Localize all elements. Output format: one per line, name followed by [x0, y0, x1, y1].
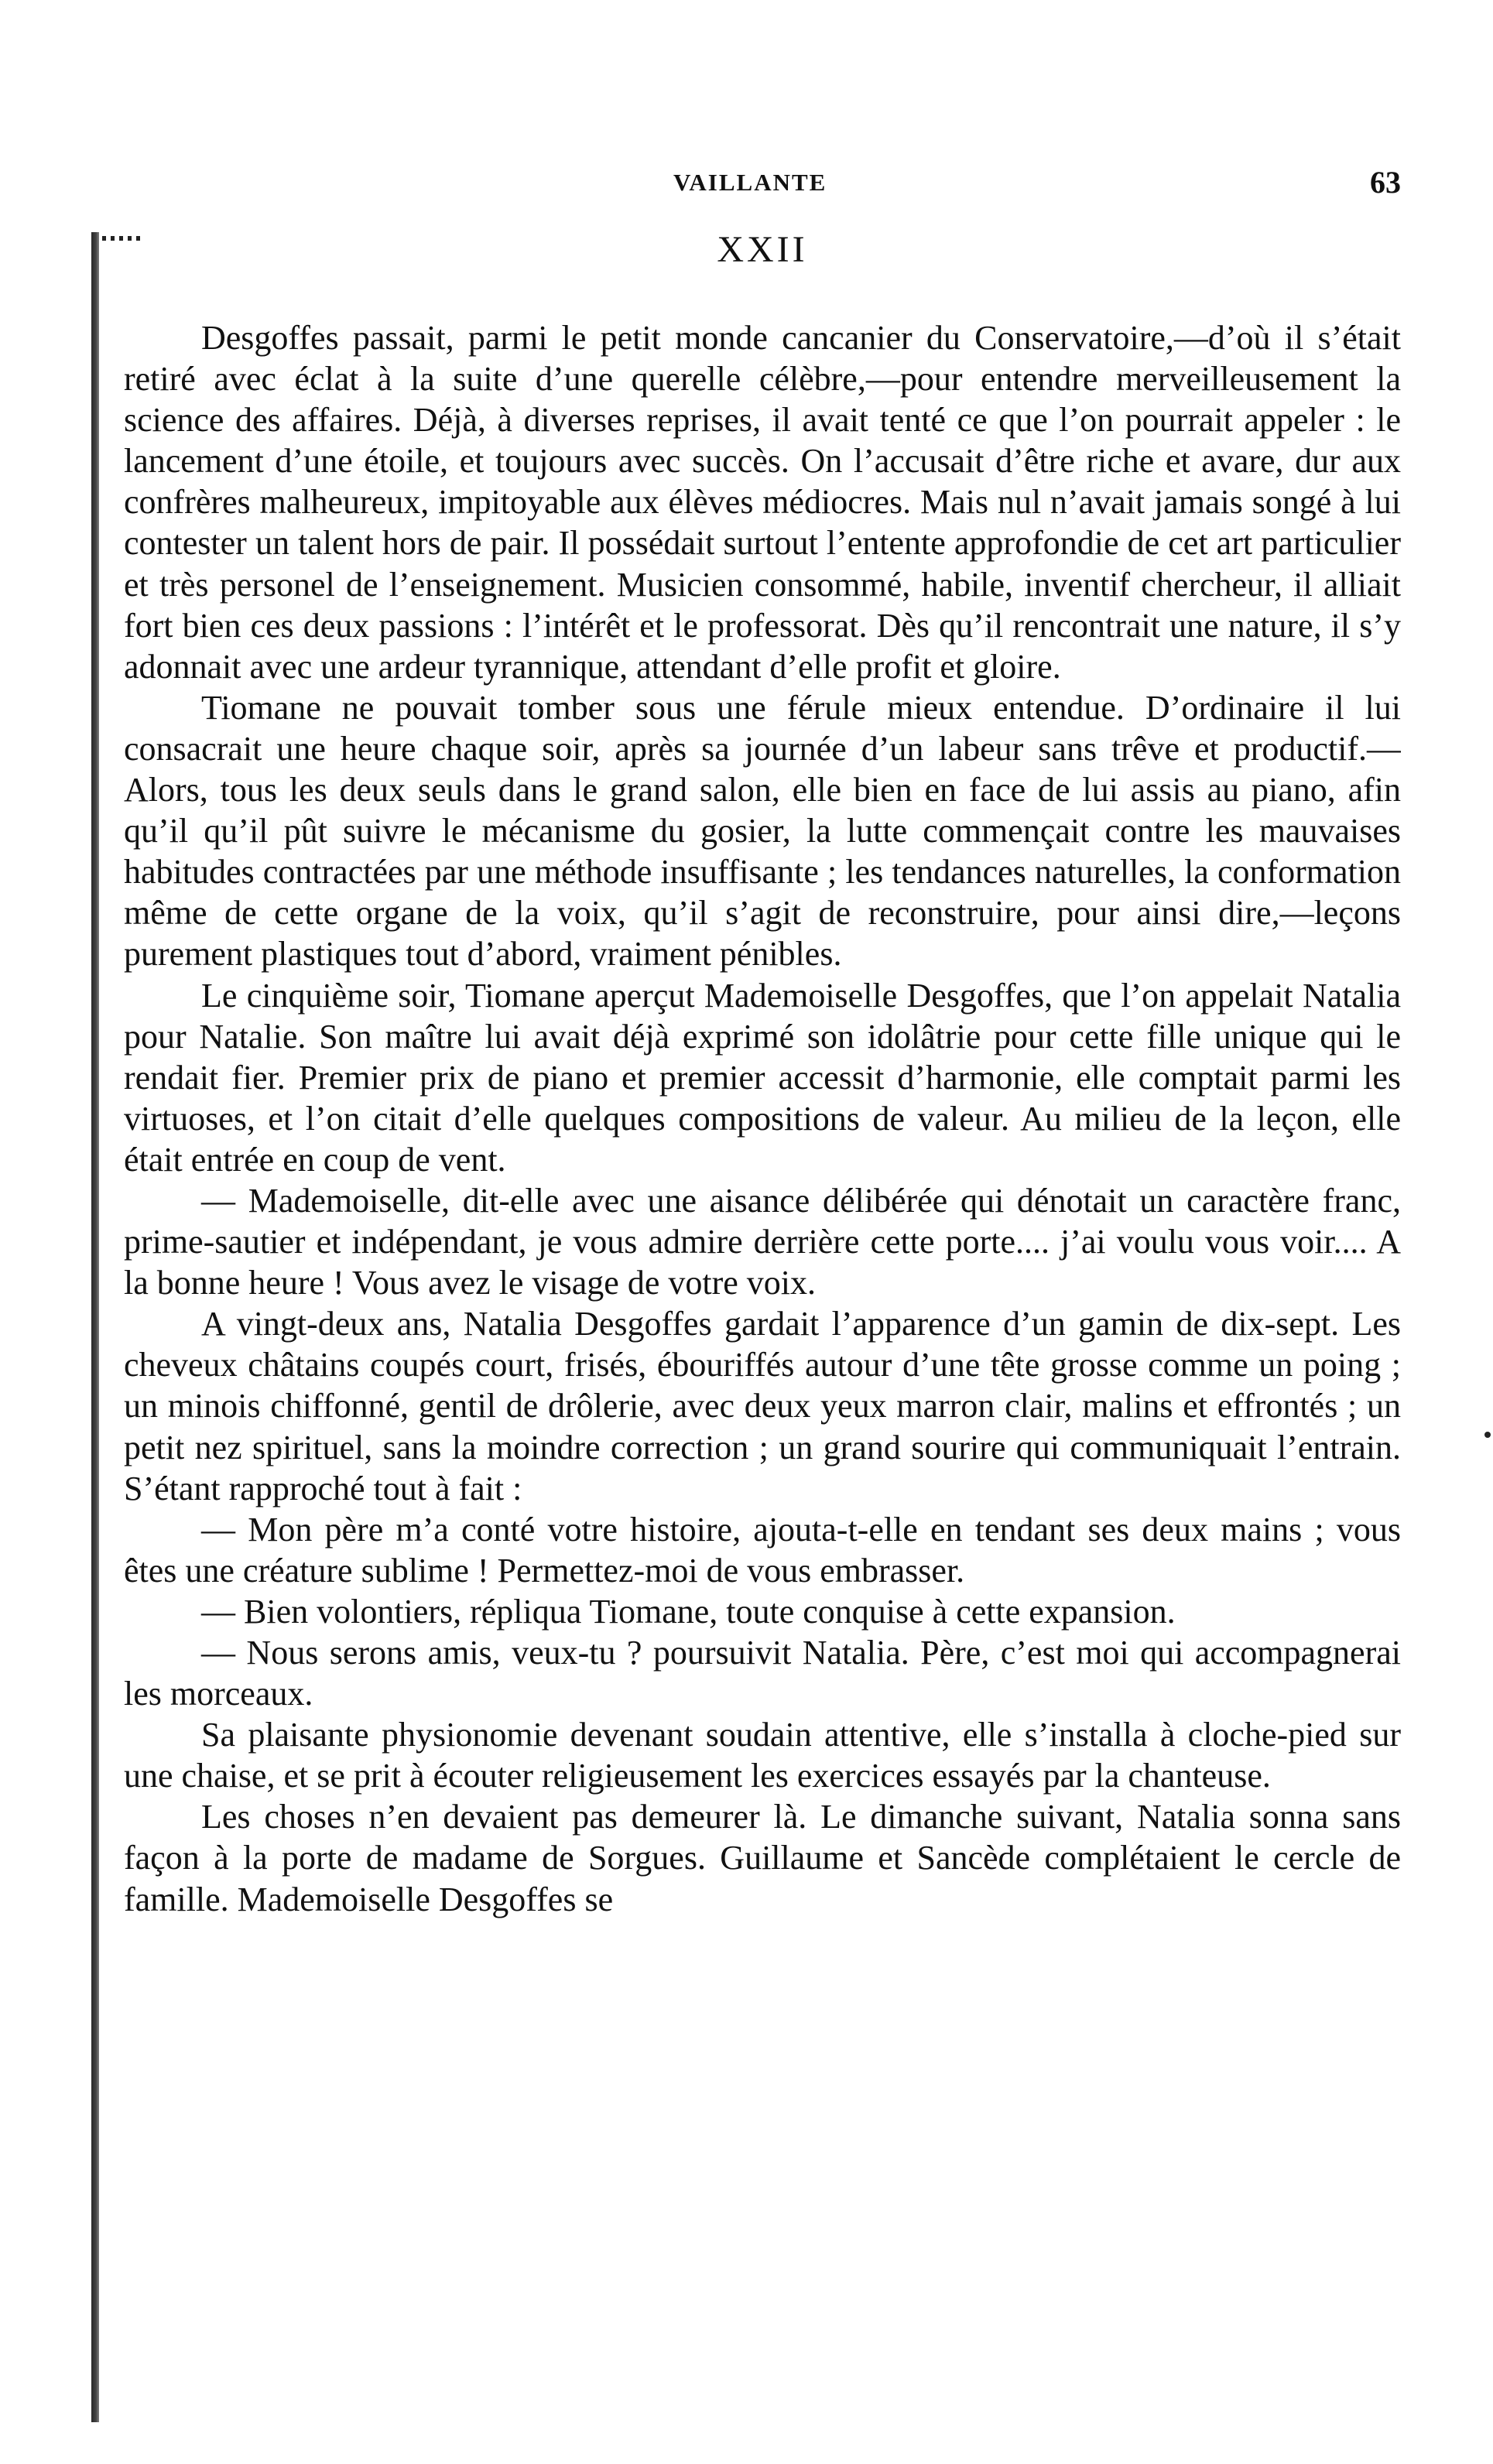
- paragraph: A vingt-deux ans, Natalia Desgoffes gardait l’apparence d’un gamin de dix-sept. Les cheveux châtains coupés court, frisés, ébouriffés autour d’une tête grosse comme un poing ; un minois chiffonné, gentil de drôlerie, avec deux yeux marron clair, malins et effrontés ; un petit nez spirituel, sans la moindre correction ; un grand sourire qui communiquait l’entrain. S’étant rapproché tout à fait :: [124, 1305, 1401, 1507]
- paragraph: Sa plaisante physionomie devenant soudain attentive, elle s’installa à cloche-pied sur une chaise, et se prit à écouter religieusement les exercices essayés par la chanteuse.: [124, 1716, 1401, 1795]
- scan-edge-shadow: [91, 232, 99, 2422]
- paragraph: — Mademoiselle, dit-elle avec une aisance délibérée qui dénotait un caractère franc, prime-sautier et indépendant, je vous admire derrière cette porte.... j’ai voulu vous voir.... A la bonne heure ! Vous avez le visage de votre voix.: [124, 1181, 1401, 1302]
- body-text: [124, 317, 1401, 2376]
- paragraph: Le cinquième soir, Tiomane aperçut Mademoiselle Desgoffes, que l’on appelait Natalia pour Natalie. Son maître lui avait déjà exprimé son idolâtrie pour cette fille unique qui le rendait fier. Premier prix de piano et premier accessit d’harmonie, elle comptait parmi les virtuoses, et l’on citait d’elle quelques compositions de valeur. Au milieu de la leçon, elle était entrée en coup de vent.: [124, 976, 1401, 1179]
- paragraph: Les choses n’en devaient pas demeurer là. Le dimanche suivant, Natalia sonna sans façon à la porte de madame de Sorgues. Guillaume et Sancède complétaient le cercle de famille. Mademoiselle Desgoffes se: [124, 1798, 1401, 1918]
- running-head: VAILLANTE: [673, 169, 827, 196]
- chapter-number: XXII: [717, 229, 808, 270]
- paragraph: Tiomane ne pouvait tomber sous une férule mieux entendue. D’ordinaire il lui consacrait une heure chaque soir, après sa journée d’un labeur sans trêve et productif.—Alors, tous les deux seuls dans le grand salon, elle bien en face de lui assis au piano, afin qu’il qu’il pût suivre le mécanisme du gosier, la lutte commençait contre les mauvaises habitudes contractées par une méthode insuffisante ; les tendances naturelles, la conformation même de cette organe de la voix, qu’il s’agit de reconstruire, pour ainsi dire,—leçons purement plastiques tout d’abord, vraiment pénibles.: [124, 688, 1401, 974]
- scan-speck: [1484, 1432, 1491, 1438]
- page-number: 63: [1370, 165, 1401, 200]
- paragraph: — Nous serons amis, veux-tu ? poursuivit Natalia. Père, c’est moi qui accompagnerai les morceaux.: [124, 1634, 1401, 1713]
- paragraph: — Bien volontiers, répliqua Tiomane, toute conquise à cette expansion.: [201, 1592, 1176, 1631]
- page-header: [124, 164, 1401, 210]
- paragraph: Desgoffes passait, parmi le petit monde cancanier du Conservatoire,—d’où il s’était retiré avec éclat à la suite d’une querelle célèbre,—pour entendre merveilleusement la science des affaires. Déjà, à diverses reprises, il avait tenté ce que l’on pourrait appeler : le lancement d’une étoile, et toujours avec succès. On l’accusait d’être riche et avare, dur aux confrères malheureux, impitoyable aux élèves médiocres. Mais nul n’avait jamais songé à lui contester un talent hors de pair. Il possédait surtout l’entente approfondie de cet art particulier et très personel de l’enseignement. Musicien consommé, habile, inventif chercheur, il alliait fort bien ces deux passions : l’intérêt et le professorat. Dès qu’il rencontrait une nature, il s’y adonnait avec une ardeur tyrannique, attendant d’elle profit et gloire.: [124, 319, 1401, 686]
- paragraph: — Mon père m’a conté votre histoire, ajouta-t-elle en tendant ses deux mains ; vous êtes une créature sublime ! Permettez-moi de vous embrasser.: [124, 1510, 1401, 1590]
